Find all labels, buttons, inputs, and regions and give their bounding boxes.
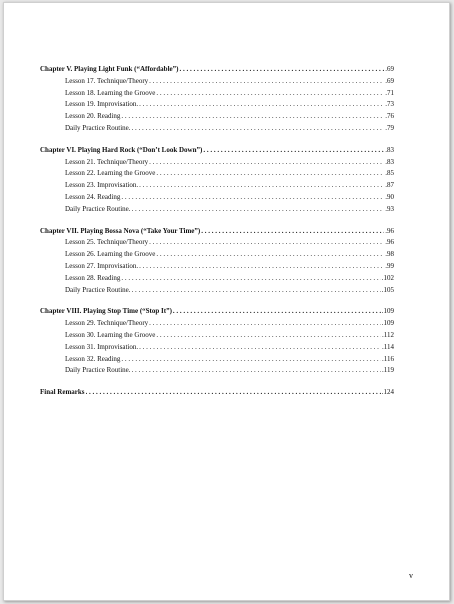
- page-number: .99: [385, 261, 394, 270]
- entry-label: Lesson 19. Improvisation.: [65, 100, 139, 109]
- page-number: .69: [385, 76, 394, 85]
- page-number: .83: [385, 145, 394, 154]
- entry-label: Lesson 32. Reading: [65, 354, 121, 363]
- dot-leader: [179, 64, 384, 76]
- dot-leader: [139, 342, 381, 354]
- entry-label: Daily Practice Routine.: [65, 285, 131, 294]
- page-number: .85: [385, 169, 394, 178]
- toc-chapter-heading: [40, 64, 394, 76]
- dot-leader: [132, 123, 385, 135]
- page-number: .76: [385, 112, 394, 121]
- chapter-title: Chapter VI. Playing Hard Rock (“Don’t Look Down”): [40, 145, 203, 154]
- page-number: .93: [385, 204, 394, 213]
- page-number: .109: [381, 319, 394, 328]
- entry-label: Lesson 24. Reading: [65, 192, 121, 201]
- page-number: .98: [385, 250, 394, 259]
- entry-label: Lesson 31. Improvisation.: [65, 342, 139, 351]
- dot-leader: [139, 261, 384, 273]
- toc-entry: [40, 365, 394, 377]
- page-number: .119: [382, 366, 394, 375]
- dot-leader: [121, 354, 381, 366]
- dot-leader: [156, 249, 384, 261]
- page-number: .90: [385, 192, 394, 201]
- page-number: .71: [385, 88, 394, 97]
- page-number: .109: [381, 307, 394, 316]
- entry-label: Daily Practice Routine.: [65, 123, 131, 132]
- dot-leader: [132, 365, 381, 377]
- dot-leader: [132, 204, 385, 216]
- toc-final-remarks: [40, 387, 394, 399]
- toc-entry: [40, 157, 394, 169]
- toc-entry: [40, 76, 394, 88]
- dot-leader: [156, 168, 384, 180]
- entry-label: Lesson 23. Improvisation.: [65, 181, 139, 190]
- entry-label: Lesson 28. Reading: [65, 273, 121, 282]
- toc-entry: [40, 204, 394, 216]
- page-number: .96: [385, 238, 394, 247]
- entry-label: Lesson 30. Learning the Groove: [65, 330, 156, 339]
- document-page: [3, 2, 450, 601]
- page-number: .87: [385, 181, 394, 190]
- page-number: .102: [381, 273, 394, 282]
- dot-leader: [149, 318, 381, 330]
- table-of-contents: [40, 64, 394, 399]
- toc-chapter-6: [40, 145, 394, 216]
- dot-leader: [173, 306, 381, 318]
- dot-leader: [86, 387, 381, 399]
- entry-label: Lesson 26. Learning the Groove: [65, 250, 156, 259]
- toc-chapter-heading: [40, 145, 394, 157]
- entry-label: Lesson 27. Improvisation.: [65, 261, 139, 270]
- toc-entry: [40, 168, 394, 180]
- toc-entry: [40, 342, 394, 354]
- page-number: .83: [385, 157, 394, 166]
- chapter-title: Chapter V. Playing Light Funk (“Affordable”): [40, 65, 179, 73]
- toc-chapter-heading: [40, 226, 394, 238]
- page-number: .69: [385, 65, 394, 73]
- toc-entry: [40, 111, 394, 123]
- entry-label: Lesson 22. Learning the Groove: [65, 169, 156, 178]
- toc-entry: [40, 330, 394, 342]
- toc-entry: [40, 354, 394, 366]
- toc-entry: [40, 249, 394, 261]
- dot-leader: [121, 192, 384, 204]
- toc-entry: [40, 123, 394, 135]
- dot-leader: [156, 88, 384, 100]
- page-number: .96: [385, 226, 394, 235]
- toc-entry: [40, 318, 394, 330]
- chapter-title: Chapter VII. Playing Bossa Nova (“Take Your Time”): [40, 226, 201, 235]
- dot-leader: [121, 111, 384, 123]
- final-remarks-title: Final Remarks: [40, 388, 85, 397]
- toc-entry: [40, 237, 394, 249]
- toc-chapter-8: [40, 306, 394, 377]
- entry-label: Lesson 25. Technique/Theory: [65, 238, 149, 247]
- dot-leader: [149, 157, 384, 169]
- page-number: .124: [381, 388, 394, 397]
- page-folio: v: [409, 571, 413, 580]
- page-number: .114: [382, 342, 394, 351]
- chapter-title: Chapter VIII. Playing Stop Time (“Stop It”): [40, 307, 172, 316]
- toc-chapter-5: [40, 64, 394, 135]
- toc-entry: [40, 180, 394, 192]
- entry-label: Lesson 29. Technique/Theory: [65, 319, 149, 328]
- dot-leader: [139, 99, 384, 111]
- dot-leader: [203, 145, 384, 157]
- toc-entry: [40, 273, 394, 285]
- page-number: .112: [382, 330, 394, 339]
- dot-leader: [149, 76, 384, 88]
- entry-label: Lesson 20. Reading: [65, 112, 121, 121]
- entry-label: Lesson 17. Technique/Theory: [65, 76, 149, 85]
- dot-leader: [121, 273, 380, 285]
- dot-leader: [201, 226, 384, 238]
- dot-leader: [156, 330, 381, 342]
- toc-entry: [40, 285, 394, 297]
- page-number: .73: [385, 100, 394, 109]
- dot-leader: [149, 237, 384, 249]
- dot-leader: [139, 180, 384, 192]
- entry-label: Daily Practice Routine.: [65, 366, 131, 375]
- toc-entry: [40, 88, 394, 100]
- toc-entry: [40, 261, 394, 273]
- toc-entry: [40, 99, 394, 111]
- dot-leader: [132, 285, 381, 297]
- toc-entry: [40, 192, 394, 204]
- page-number: .116: [382, 354, 394, 363]
- page-number: .105: [381, 285, 394, 294]
- toc-chapter-heading: [40, 306, 394, 318]
- page-number: .79: [385, 123, 394, 132]
- entry-label: Lesson 21. Technique/Theory: [65, 157, 149, 166]
- toc-chapter-7: [40, 226, 394, 297]
- entry-label: Lesson 18. Learning the Groove: [65, 88, 156, 97]
- entry-label: Daily Practice Routine.: [65, 204, 131, 213]
